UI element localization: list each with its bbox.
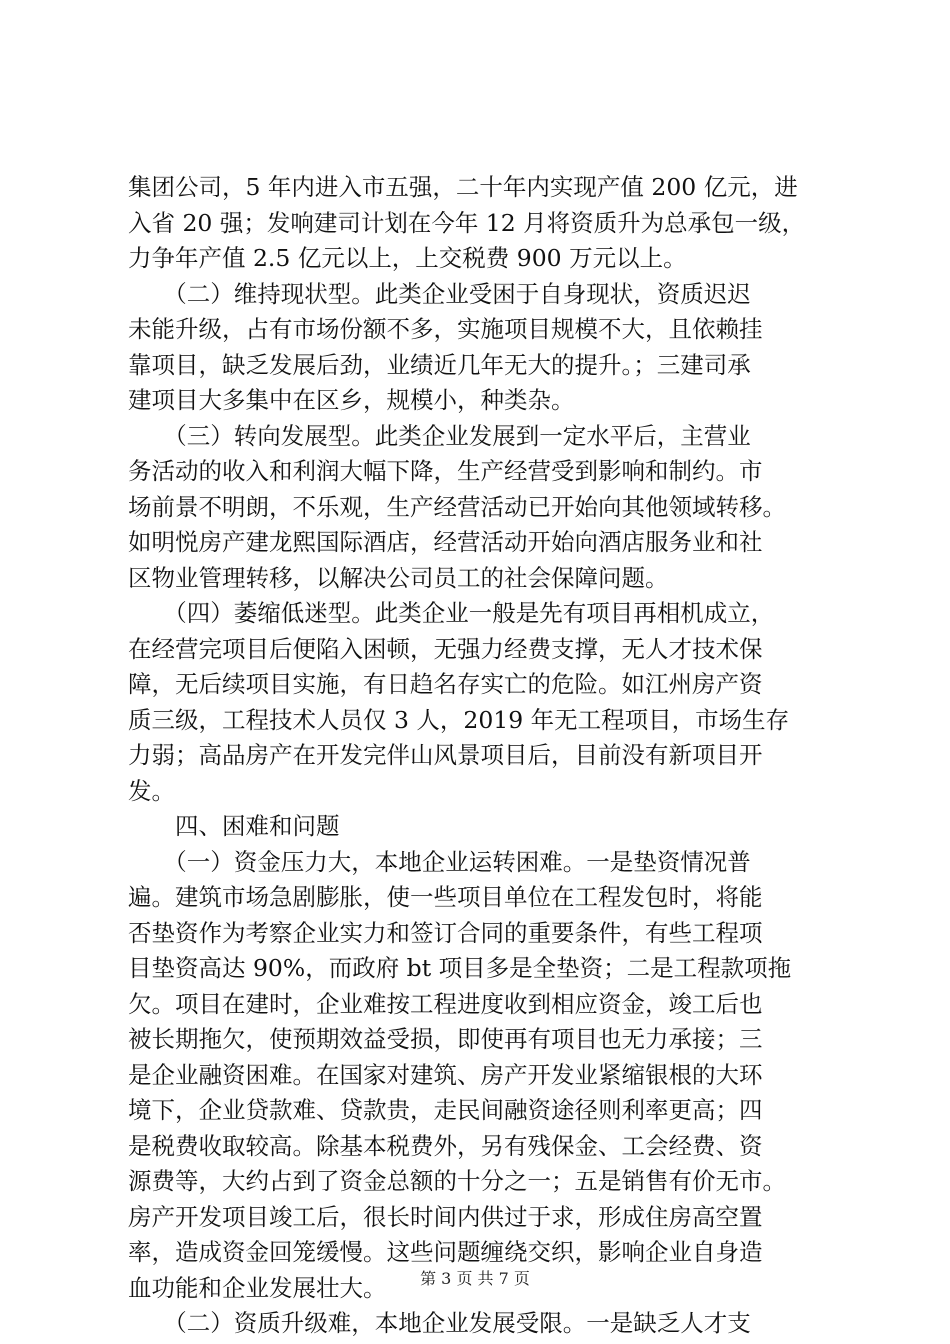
text-line: （四）萎缩低迷型。此类企业一般是先有项目再相机成立， xyxy=(128,599,775,627)
text-line: 发。 xyxy=(128,776,175,805)
text-line: 血功能和企业发展壮大。 xyxy=(128,1273,387,1302)
text-line: 率，造成资金回笼缓慢。这些问题缠绕交织，影响企业自身造 xyxy=(128,1238,763,1266)
text-line: 集团公司，5 年内进入市五强，二十年内实现产值 200 亿元，进 xyxy=(128,173,798,201)
text-line: 欠。项目在建时，企业难按工程进度收到相应资金，竣工后也 xyxy=(128,989,763,1018)
text-line: 是企业融资困难。在国家对建筑、房产开发业紧缩银根的大环 xyxy=(128,1060,763,1089)
text-line: 被长期拖欠，使预期效益受损，即使再有项目也无力承接；三 xyxy=(128,1025,763,1053)
text-line: 质三级，工程技术人员仅 3 人，2019 年无工程项目，市场生存 xyxy=(128,705,790,734)
text-line: 房产开发项目竣工后，很长时间内供过于求，形成住房高空置 xyxy=(128,1202,763,1231)
text-line: 四、困难和问题 xyxy=(128,812,340,840)
text-line: （一）资金压力大，本地企业运转困难。一是垫资情况普 xyxy=(128,847,751,876)
text-line: （二）资质升级难，本地企业发展受限。一是缺乏人才支 xyxy=(128,1309,751,1337)
text-line: 场前景不明朗，不乐观，生产经营活动已开始向其他领域转移。 xyxy=(128,492,786,521)
text-line: 务活动的收入和利润大幅下降，生产经营受到影响和制约。市 xyxy=(128,457,763,485)
text-line: 源费等，大约占到了资金总额的十分之一；五是销售有价无市。 xyxy=(128,1167,786,1195)
text-line: 目垫资高达 90%，而政府 bt 项目多是全垫资；二是工程款项拖 xyxy=(128,954,792,982)
text-line: 境下，企业贷款难、贷款贵，走民间融资途径则利率更高；四 xyxy=(128,1096,763,1124)
text-line: 是税费收取较高。除基本税费外，另有残保金、工会经费、资 xyxy=(128,1131,763,1160)
text-line: 在经营完项目后便陷入困顿，无强力经费支撑，无人才技术保 xyxy=(128,634,763,663)
text-line: 如明悦房产建龙熙国际酒店，经营活动开始向酒店服务业和社 xyxy=(128,528,763,556)
text-line: （二）维持现状型。此类企业受困于自身现状，资质迟迟 xyxy=(128,279,751,308)
text-line: 力弱；高品房产在开发完伴山风景项目后，目前没有新项目开 xyxy=(128,741,763,769)
page-footer: 第 3 页 共 7 页 xyxy=(420,1269,530,1288)
text-line: 靠项目，缺乏发展后劲，业绩近几年无大的提升。；三建司承 xyxy=(128,350,751,379)
text-line: 未能升级，占有市场份额不多，实施项目规模不大，且依赖挂 xyxy=(128,315,763,343)
text-line: 力争年产值 2.5 亿元以上，上交税费 900 万元以上。 xyxy=(128,244,687,272)
text-line: （三）转向发展型。此类企业发展到一定水平后，主营业 xyxy=(128,421,751,450)
text-line: 否垫资作为考察企业实力和签订合同的重要条件，有些工程项 xyxy=(128,918,763,947)
body-text xyxy=(128,170,828,1342)
text-line: 入省 20 强；发响建司计划在今年 12 月将资质升为总承包一级， xyxy=(128,208,806,237)
text-line: 区物业管理转移，以解决公司员工的社会保障问题。 xyxy=(128,563,669,592)
text-line: 遍。建筑市场急剧膨胀，使一些项目单位在工程发包时，将能 xyxy=(128,883,763,911)
text-line: 障，无后续项目实施，有日趋名存实亡的危险。如江州房产资 xyxy=(128,670,763,698)
text-line: 建项目大多集中在区乡，规模小，种类杂。 xyxy=(128,386,575,414)
